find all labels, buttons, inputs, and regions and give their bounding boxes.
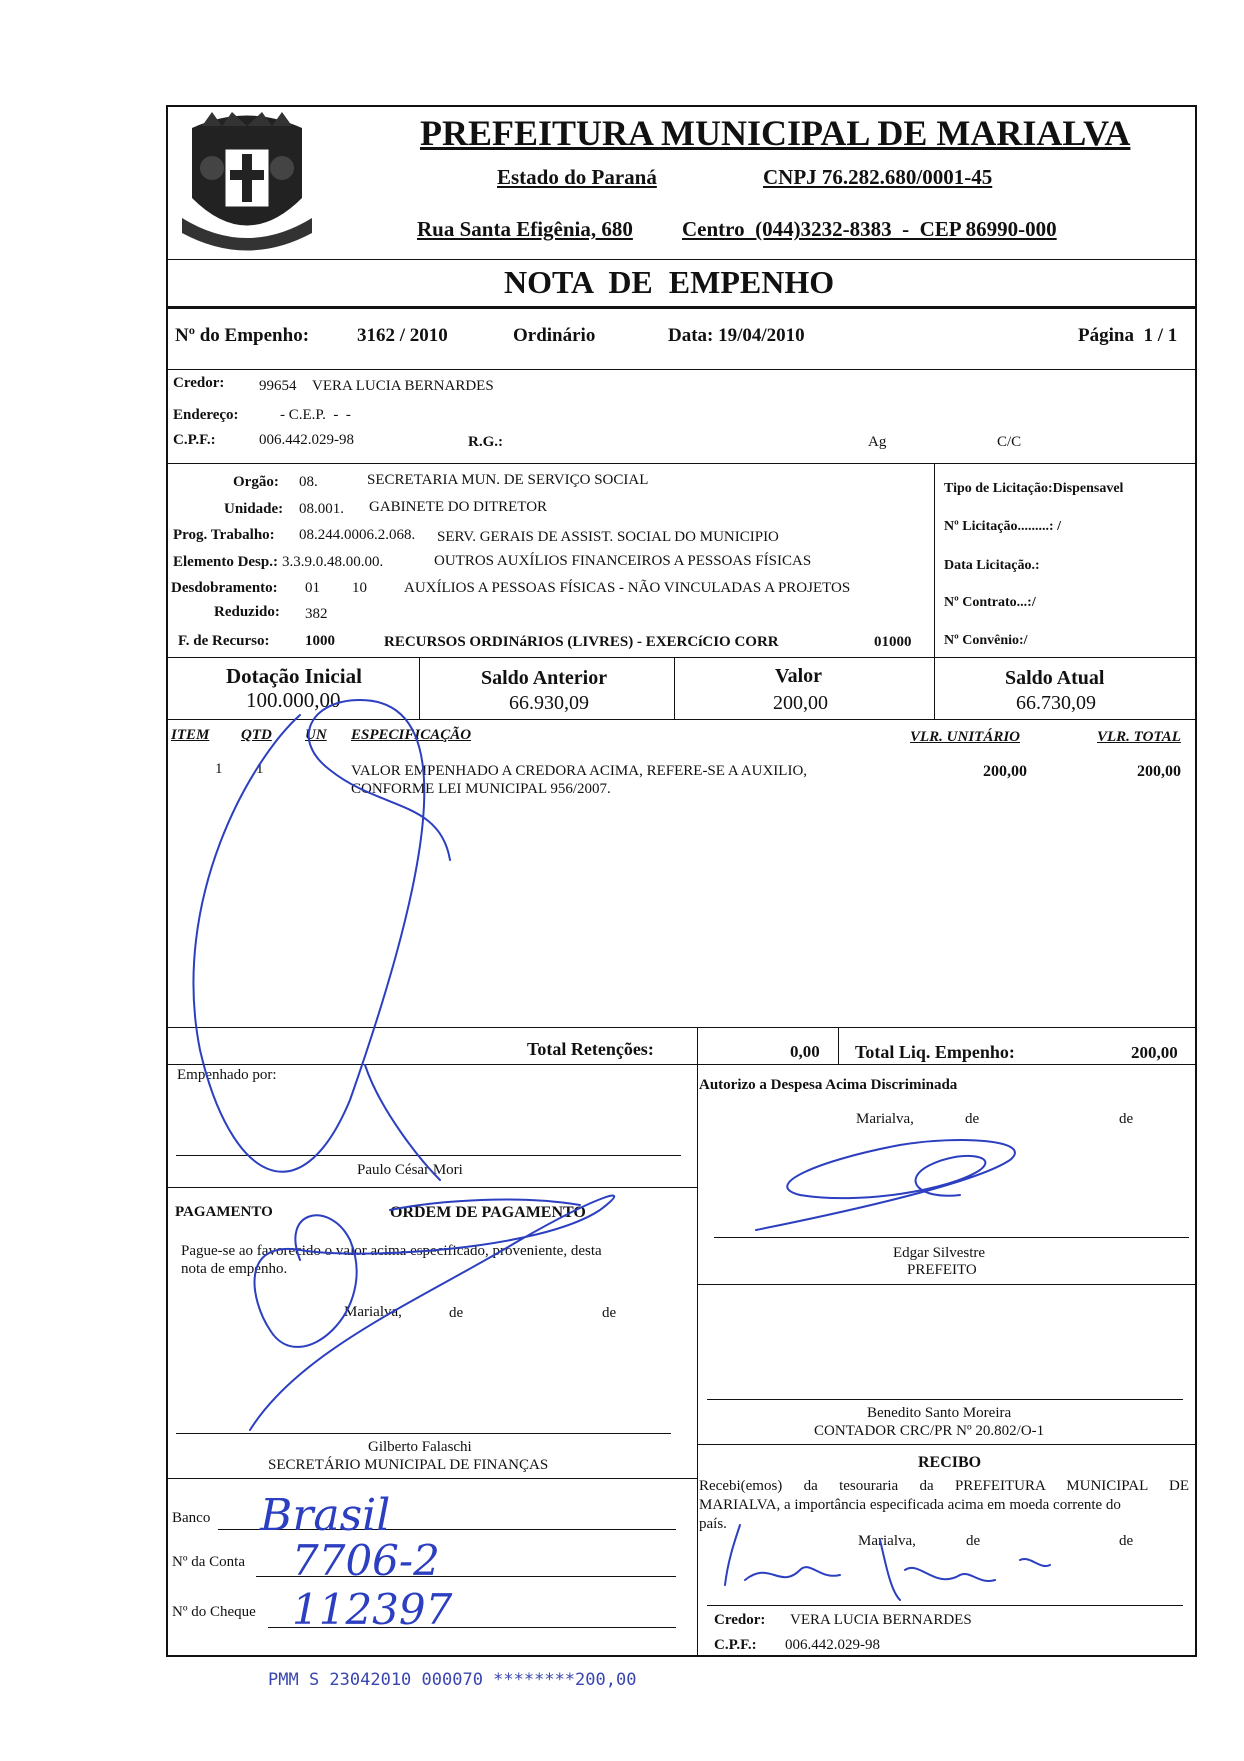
desdobramento-code-2: 10 <box>352 580 367 596</box>
cheque-value-handwritten: 112397 <box>292 1585 453 1634</box>
mechanical-stamp: PMM S 23042010 000070 ********200,00 <box>268 1670 637 1690</box>
recibo-de-1: de <box>966 1533 981 1549</box>
col-vlr-unitario: VLR. UNITÁRIO <box>910 729 1021 745</box>
valor-value: 200,00 <box>773 692 828 714</box>
saldo-anterior-label: Saldo Anterior <box>481 667 608 689</box>
col-item: ITEM <box>171 727 210 743</box>
desdobramento-code-1: 01 <box>305 580 320 596</box>
retencoes-value: 0,00 <box>790 1042 820 1061</box>
elemento-label: Elemento Desp.: <box>173 554 278 570</box>
recibo-text-2: MARIALVA, a importância especificada acima em moeda corrente do <box>699 1497 1121 1513</box>
recibo-credor-label: Credor: <box>714 1612 766 1628</box>
credor-code: 99654 <box>259 378 297 394</box>
item-desc-line-2: CONFORME LEI MUNICIPAL 956/2007. <box>351 781 611 797</box>
conta-label: Nº da Conta <box>172 1554 245 1570</box>
item-unit-value: 200,00 <box>983 763 1027 780</box>
item-qtd: 1 <box>256 761 264 777</box>
item-number: 1 <box>215 761 223 777</box>
financas-name: Gilberto Falaschi <box>368 1439 472 1455</box>
autorizo-place: Marialva, <box>856 1111 914 1127</box>
prog-label: Prog. Trabalho: <box>173 527 275 543</box>
pagamento-text-1: Pague-se ao favorecido o valor acima especificado, proveniente, desta <box>181 1243 602 1259</box>
recibo-text <box>699 1477 1189 1534</box>
credor-label: Credor: <box>173 375 225 391</box>
saldo-anterior-value: 66.930,09 <box>509 692 589 714</box>
recibo-place: Marialva, <box>858 1533 916 1549</box>
address-value: - C.E.P. - - <box>280 407 351 423</box>
elemento-desc: OUTROS AUXÍLIOS FINANCEIROS A PESSOAS FÍSICAS <box>434 553 812 569</box>
financas-role: SECRETÁRIO MUNICIPAL DE FINANÇAS <box>268 1457 549 1473</box>
elemento-code: 3.3.9.0.48.00.00. <box>282 554 384 570</box>
contador-role: CONTADOR CRC/PR Nº 20.802/O-1 <box>814 1423 1045 1439</box>
autorizo-de-1: de <box>965 1111 980 1127</box>
cpf-value: 006.442.029-98 <box>259 432 354 448</box>
empenhado-por-name: Paulo César Mori <box>357 1162 463 1178</box>
reduzido-value: 382 <box>305 606 328 622</box>
cc-label: C/C <box>997 434 1022 450</box>
liq-empenho-value: 200,00 <box>1131 1043 1178 1062</box>
col-qtd: QTD <box>241 727 272 743</box>
recibo-cpf-label: C.P.F.: <box>714 1637 757 1653</box>
recibo-cpf-value: 006.442.029-98 <box>785 1637 880 1653</box>
contador-name: Benedito Santo Moreira <box>867 1405 1012 1421</box>
numero-licitacao: Nº Licitação.........: / <box>944 519 1061 534</box>
recibo-credor-value: VERA LUCIA BERNARDES <box>790 1612 972 1628</box>
document-title: NOTA DE EMPENHO <box>504 264 835 300</box>
fonte-desc: RECURSOS ORDINáRIOS (LIVRES) - EXERCíCIO CORR <box>384 634 779 650</box>
reduzido-label: Reduzido: <box>214 604 280 620</box>
empenho-number-label: Nº do Empenho: <box>175 325 310 346</box>
col-especificacao: ESPECIFICAÇÃO <box>351 727 472 743</box>
municipality-title: PREFEITURA MUNICIPAL DE MARIALVA <box>420 113 1131 153</box>
unidade-code: 08.001. <box>299 501 344 517</box>
dotacao-label: Dotação Inicial <box>226 664 362 688</box>
prefeito-role: PREFEITO <box>907 1262 977 1278</box>
cnpj: CNPJ 76.282.680/0001-45 <box>763 165 993 189</box>
fonte-code: 1000 <box>305 633 335 649</box>
pagamento-de-2: de <box>602 1305 617 1321</box>
ordem-pagamento: ORDEM DE PAGAMENTO <box>390 1204 586 1221</box>
address-label: Endereço: <box>173 407 239 423</box>
autorizo-title: Autorizo a Despesa Acima Discriminada <box>699 1077 958 1093</box>
pagamento-place: Marialva, <box>344 1304 402 1320</box>
data-licitacao: Data Licitação.: <box>944 558 1040 573</box>
prefeito-name: Edgar Silvestre <box>893 1245 986 1261</box>
empenho-type: Ordinário <box>513 325 596 346</box>
orgao-desc: SECRETARIA MUN. DE SERVIÇO SOCIAL <box>367 472 649 488</box>
saldo-atual-label: Saldo Atual <box>1005 667 1105 689</box>
credor-name: VERA LUCIA BERNARDES <box>312 378 494 394</box>
empenho-date: Data: 19/04/2010 <box>668 325 805 346</box>
fonte-label: F. de Recurso: <box>178 633 270 649</box>
pagamento-text-2: nota de empenho. <box>181 1261 288 1277</box>
unidade-label: Unidade: <box>224 501 284 517</box>
address-district-phone-cep: Centro (044)3232-8383 - CEP 86990-000 <box>682 217 1057 241</box>
desdobramento-label: Desdobramento: <box>171 580 278 596</box>
page-number: Página 1 / 1 <box>1078 325 1178 346</box>
valor-label: Valor <box>775 665 823 687</box>
col-un: UN <box>305 727 327 743</box>
dotacao-value: 100.000,00 <box>246 688 341 712</box>
pagamento-de-1: de <box>449 1305 464 1321</box>
coat-of-arms-logo <box>172 108 322 258</box>
item-total-value: 200,00 <box>1137 763 1181 780</box>
rg-label: R.G.: <box>468 434 503 450</box>
recibo-text-3: país. <box>699 1516 727 1532</box>
unidade-desc: GABINETE DO DITRETOR <box>369 499 548 515</box>
retencoes-label: Total Retenções: <box>527 1039 654 1059</box>
empenhado-por-label: Empenhado por: <box>177 1067 277 1083</box>
col-vlr-total: VLR. TOTAL <box>1097 729 1181 745</box>
cheque-label: Nº do Cheque <box>172 1604 256 1620</box>
cpf-label: C.P.F.: <box>173 432 216 448</box>
conta-value-handwritten: 7706-2 <box>292 1536 440 1585</box>
banco-value-handwritten: Brasil <box>260 1490 391 1541</box>
orgao-label: Orgão: <box>233 474 279 490</box>
tipo-licitacao: Tipo de Licitação:Dispensavel <box>944 481 1124 496</box>
state-name: Estado do Paraná <box>497 165 657 189</box>
pagamento-title: PAGAMENTO <box>175 1204 273 1220</box>
prog-desc: SERV. GERAIS DE ASSIST. SOCIAL DO MUNICIPIO <box>437 529 779 545</box>
ag-label: Ag <box>868 434 887 450</box>
address-street: Rua Santa Efigênia, 680 <box>417 217 633 241</box>
fonte-code-2: 01000 <box>874 634 912 650</box>
recibo-title: RECIBO <box>918 1454 982 1471</box>
empenho-number: 3162 / 2010 <box>357 325 448 346</box>
recibo-de-2: de <box>1119 1533 1134 1549</box>
autorizo-de-2: de <box>1119 1111 1134 1127</box>
liq-empenho-label: Total Liq. Empenho: <box>855 1042 1015 1062</box>
recibo-text-1: Recebi(emos) da tesouraria da PREFEITURA MUNICIPAL DE <box>699 1478 1189 1494</box>
orgao-code: 08. <box>299 474 318 490</box>
numero-convenio: Nº Convênio:/ <box>944 633 1028 648</box>
numero-contrato: Nº Contrato...:/ <box>944 595 1036 610</box>
desdobramento-desc: AUXÍLIOS A PESSOAS FÍSICAS - NÃO VINCULADAS A PROJETOS <box>404 580 851 596</box>
item-desc-line-1: VALOR EMPENHADO A CREDORA ACIMA, REFERE-SE A AUXILIO, <box>351 763 808 779</box>
prog-code: 08.244.0006.2.068. <box>299 527 416 543</box>
banco-label: Banco <box>172 1510 211 1526</box>
saldo-atual-value: 66.730,09 <box>1016 692 1096 714</box>
